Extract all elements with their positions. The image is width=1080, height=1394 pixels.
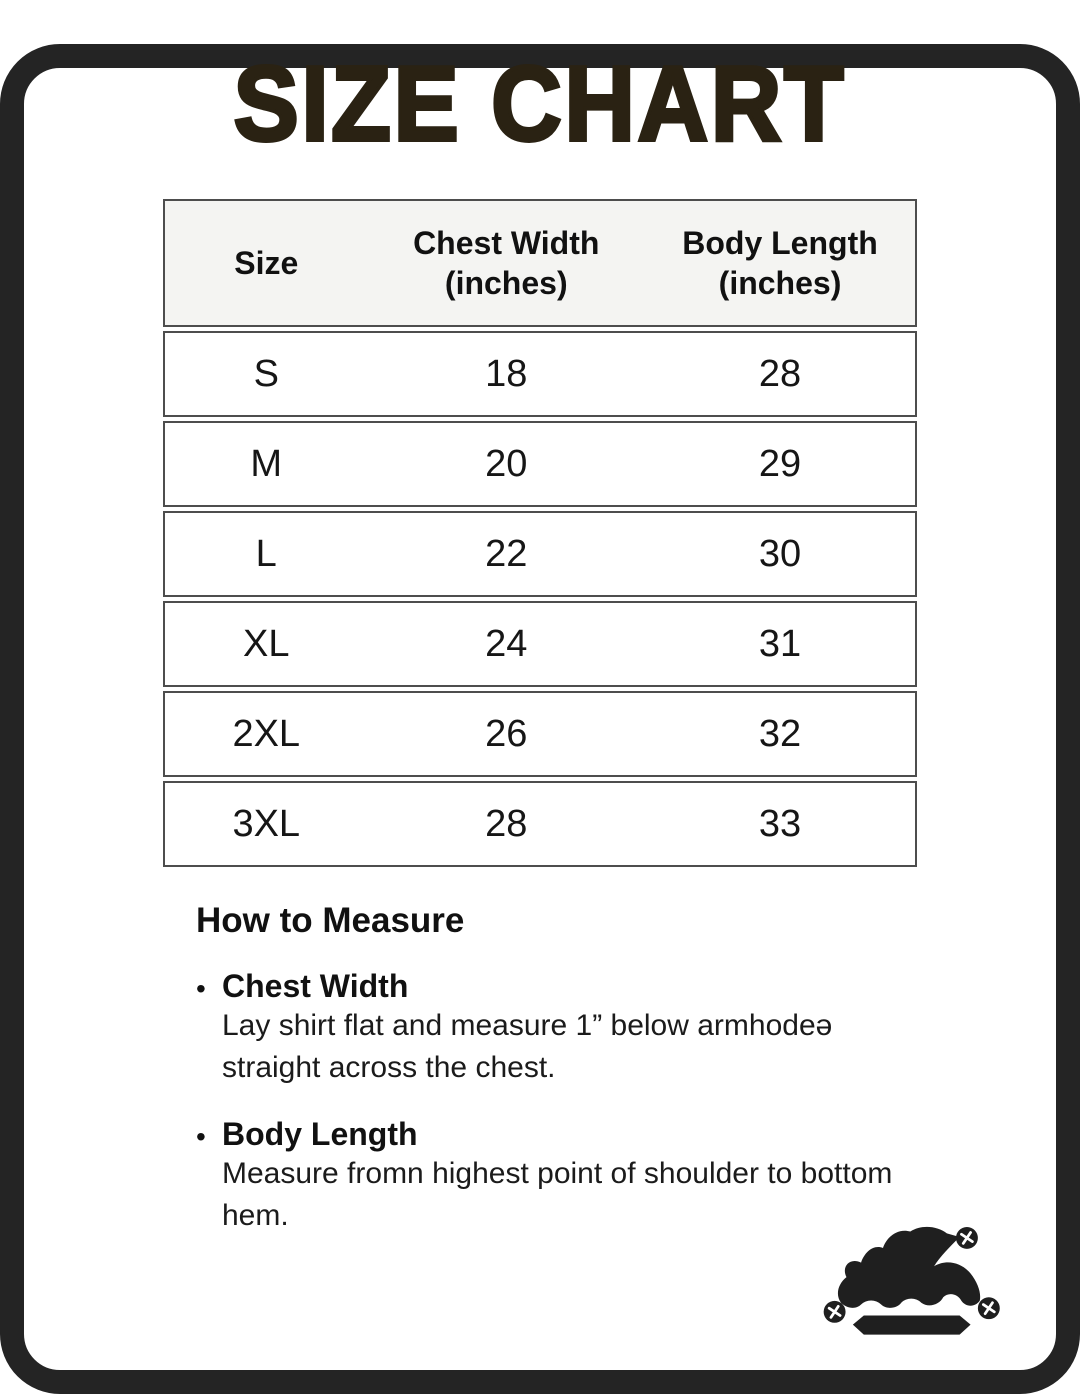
cell-size: M xyxy=(250,442,283,485)
how-to-measure-heading: How to Measure xyxy=(196,901,465,940)
size-table xyxy=(163,199,917,867)
cell-size: XL xyxy=(243,622,290,665)
bullet-icon: • xyxy=(196,1121,206,1152)
table-row xyxy=(163,331,917,417)
jester-hat-icon xyxy=(810,1206,1018,1352)
measure-item-chest-width xyxy=(196,968,1000,1089)
cell-size: 3XL xyxy=(232,802,301,845)
cell-chest: 20 xyxy=(485,442,528,485)
cell-body: 30 xyxy=(758,532,802,575)
cell-chest: 22 xyxy=(485,532,528,575)
table-row xyxy=(163,601,917,687)
measure-description-line: straight across the chest. xyxy=(222,1051,556,1084)
table-row xyxy=(163,511,917,597)
cell-body: 29 xyxy=(758,442,802,485)
measure-term: Chest Width xyxy=(222,968,409,1004)
size-chart-card xyxy=(0,44,1080,1394)
measure-description-line: Measure fromn highest point of shoulder to bottom xyxy=(222,1157,893,1190)
cell-body: 32 xyxy=(758,712,802,755)
measure-description-line: Lay shirt flat and measure 1” below armhodeə xyxy=(222,1009,833,1042)
cell-size: 2XL xyxy=(232,712,301,755)
table-row xyxy=(163,781,917,867)
cell-size: S xyxy=(253,352,279,395)
cell-body: 28 xyxy=(758,352,802,395)
cell-size: L xyxy=(255,532,277,575)
column-header-size: Size xyxy=(234,245,299,281)
table-header-row xyxy=(163,199,917,327)
page-title: SIZE CHART xyxy=(233,45,847,163)
table-row xyxy=(163,691,917,777)
column-header-body-length: Body Length (inches) xyxy=(682,225,878,301)
how-to-measure-section xyxy=(196,901,1000,1237)
cell-chest: 28 xyxy=(485,802,528,845)
cell-chest: 18 xyxy=(485,352,528,395)
measure-term: Body Length xyxy=(222,1116,418,1152)
table-row xyxy=(163,421,917,507)
cell-chest: 24 xyxy=(485,622,528,665)
column-header-chest-width: Chest Width (inches) xyxy=(413,225,600,301)
cell-body: 31 xyxy=(758,622,802,665)
cell-chest: 26 xyxy=(485,712,528,755)
cell-body: 33 xyxy=(758,802,802,845)
measure-description-line: hem. xyxy=(222,1199,289,1232)
bullet-icon: • xyxy=(196,973,206,1004)
